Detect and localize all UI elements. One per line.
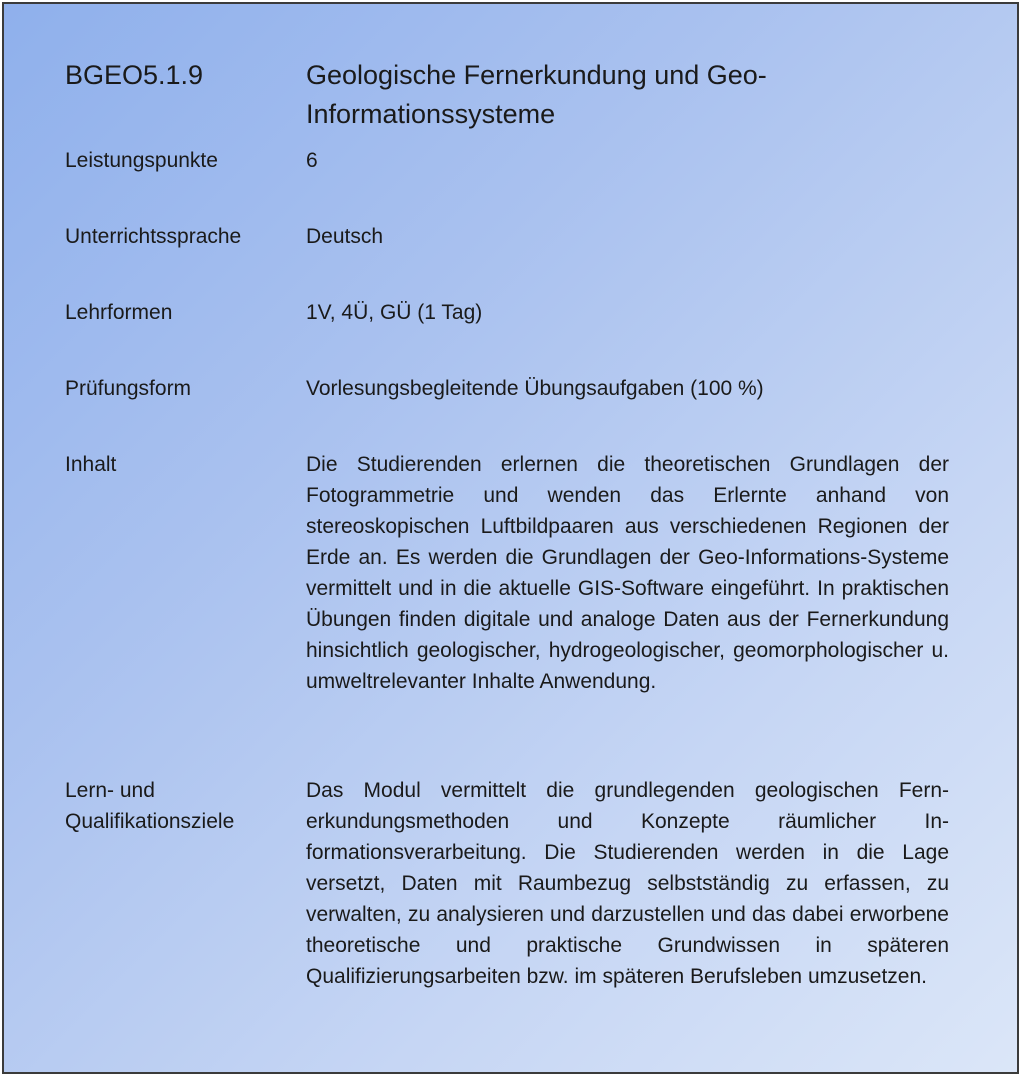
field-label: Inhalt: [65, 453, 117, 476]
field-label: Lern- und Qualifikationsziele: [65, 779, 235, 833]
field-label: Unterrichtssprache: [65, 225, 242, 248]
field-value-inhalt: Die Studierenden erlernen die theoretischen Grundlagen der Fotogrammetrie und wenden das Erlernte anhand von stereoskopischen Luftbildpaaren aus verschiedenen Regionen der Erde an. Es werden die Grundlagen der Geo-Informations-Systeme vermittelt und in die aktuelle GIS-Software eingeführt. In praktischen Übungen finden digitale und analoge Daten aus der Fernerkundung hinsichtlich geologischer, hydrogeologischer, geomorphologischer u. umweltrelevanter Inhalte Anwendung.: [306, 453, 949, 693]
module-code: BGEO5.1.9: [65, 60, 204, 90]
field-value: Vorlesungsbegleitende Übungsaufgaben (100 %): [306, 377, 764, 400]
field-label: Prüfungsform: [65, 377, 192, 400]
field-value: 6: [306, 149, 318, 172]
module-title: Geologische Fernerkundung und Geo-Informationssysteme: [306, 60, 767, 129]
field-label: Lehrformen: [65, 301, 173, 324]
module-description-card: [2, 2, 1019, 1074]
field-value: 1V, 4Ü, GÜ (1 Tag): [306, 301, 483, 324]
field-value: Deutsch: [306, 225, 384, 248]
field-label: Leistungspunkte: [65, 149, 218, 172]
field-value-lernziele: Das Modul vermittelt die grundlegenden geologischen Fern-erkundungsmethoden und Konzepte räumlicher In-formationsverarbeitung. Die Studierenden werden in die Lage versetzt, Daten mit Raumbezug selbstständig zu erfassen, zu verwalten, zu analysieren und darzustellen und das dabei erworbene theoretische und praktische Grundwissen in späteren Qualifizierungsarbeiten bzw. im späteren Berufsleben umzusetzen.: [306, 779, 949, 988]
